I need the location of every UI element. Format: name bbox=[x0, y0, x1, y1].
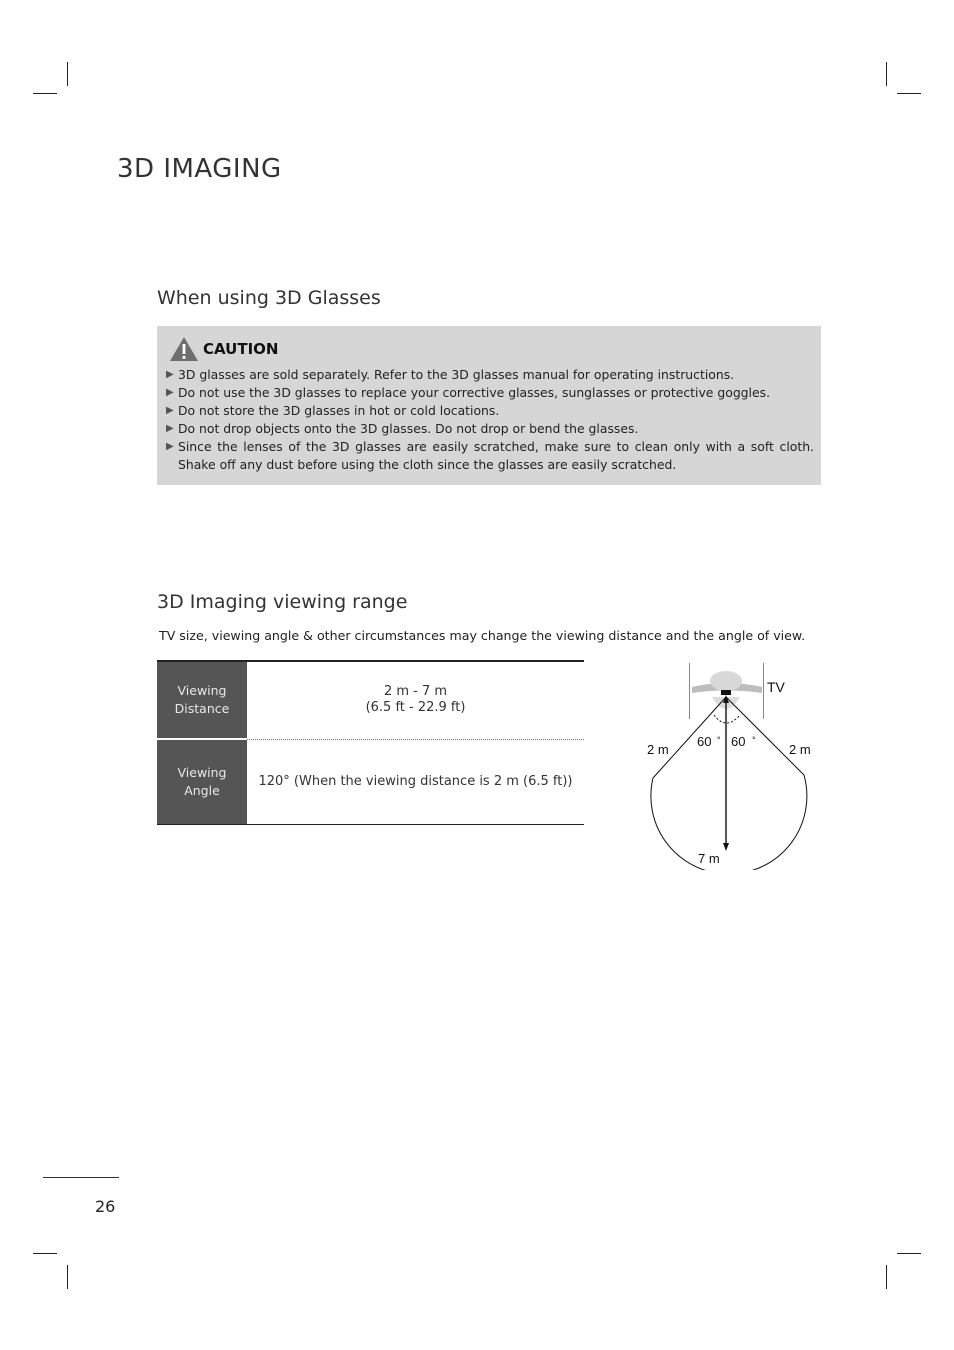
table-row bbox=[157, 739, 584, 825]
caution-header bbox=[169, 336, 278, 362]
page-number: 26 bbox=[95, 1197, 116, 1216]
caution-label: CAUTION bbox=[203, 340, 279, 358]
page-title: 3D IMAGING bbox=[117, 154, 282, 184]
viewing-angle-value: 120° (When the viewing distance is 2 m (6.5 ft)) bbox=[247, 739, 584, 825]
viewing-range-diagram bbox=[630, 655, 830, 870]
caution-item: ▶ Do not drop objects onto the 3D glasses. Do not drop or bend the glasses. bbox=[166, 421, 639, 436]
crop-mark bbox=[33, 1253, 57, 1254]
table-row bbox=[157, 661, 584, 739]
bullet-arrow-icon: ▶ bbox=[166, 369, 174, 380]
viewing-distance-value: 2 m - 7 m (6.5 ft - 22.9 ft) bbox=[247, 661, 584, 739]
right-degree-label: ° bbox=[752, 735, 756, 745]
caution-list bbox=[166, 366, 814, 474]
crop-mark bbox=[897, 93, 921, 94]
bullet-arrow-icon: ▶ bbox=[166, 387, 174, 398]
bullet-arrow-icon: ▶ bbox=[166, 405, 174, 416]
left-angle-label: 60 bbox=[697, 734, 712, 749]
viewing-range-table bbox=[157, 660, 584, 825]
crop-mark bbox=[67, 62, 68, 86]
caution-item: ▶ Do not store the 3D glasses in hot or cold locations. bbox=[166, 403, 500, 418]
range-section-heading: 3D Imaging viewing range bbox=[157, 591, 408, 613]
range-intro-text: TV size, viewing angle & other circumstances may change the viewing distance and the angle of view. bbox=[159, 628, 806, 643]
bottom-distance-label: 7 m bbox=[698, 851, 720, 866]
bullet-arrow-icon: ▶ bbox=[166, 441, 174, 452]
left-degree-label: ° bbox=[717, 735, 721, 745]
tv-label: TV bbox=[767, 679, 785, 695]
warning-triangle-icon bbox=[169, 336, 199, 362]
glasses-section-heading: When using 3D Glasses bbox=[157, 287, 381, 309]
bullet-arrow-icon: ▶ bbox=[166, 423, 174, 434]
crop-mark bbox=[33, 93, 57, 94]
caution-box bbox=[157, 326, 821, 485]
left-distance-label: 2 m bbox=[647, 742, 669, 757]
right-angle-label: 60 bbox=[731, 734, 746, 749]
crop-mark bbox=[67, 1265, 68, 1289]
right-distance-label: 2 m bbox=[789, 742, 811, 757]
crop-mark bbox=[886, 1265, 887, 1289]
viewing-angle-label: Viewing Angle bbox=[157, 739, 247, 825]
footer-rule bbox=[43, 1177, 119, 1178]
crop-mark bbox=[886, 62, 887, 86]
caution-item: ▶ Since the lenses of the 3D glasses are easily scratched, make sure to clean only with a soft cloth. Shake off any dust before using the cloth since the glasses are easily scratched. bbox=[166, 439, 814, 472]
caution-item: ▶ Do not use the 3D glasses to replace your corrective glasses, sunglasses or protective goggles. bbox=[166, 385, 771, 400]
crop-mark bbox=[897, 1253, 921, 1254]
caution-item: ▶ 3D glasses are sold separately. Refer to the 3D glasses manual for operating instructions. bbox=[166, 367, 735, 382]
viewing-distance-label: Viewing Distance bbox=[157, 661, 247, 739]
